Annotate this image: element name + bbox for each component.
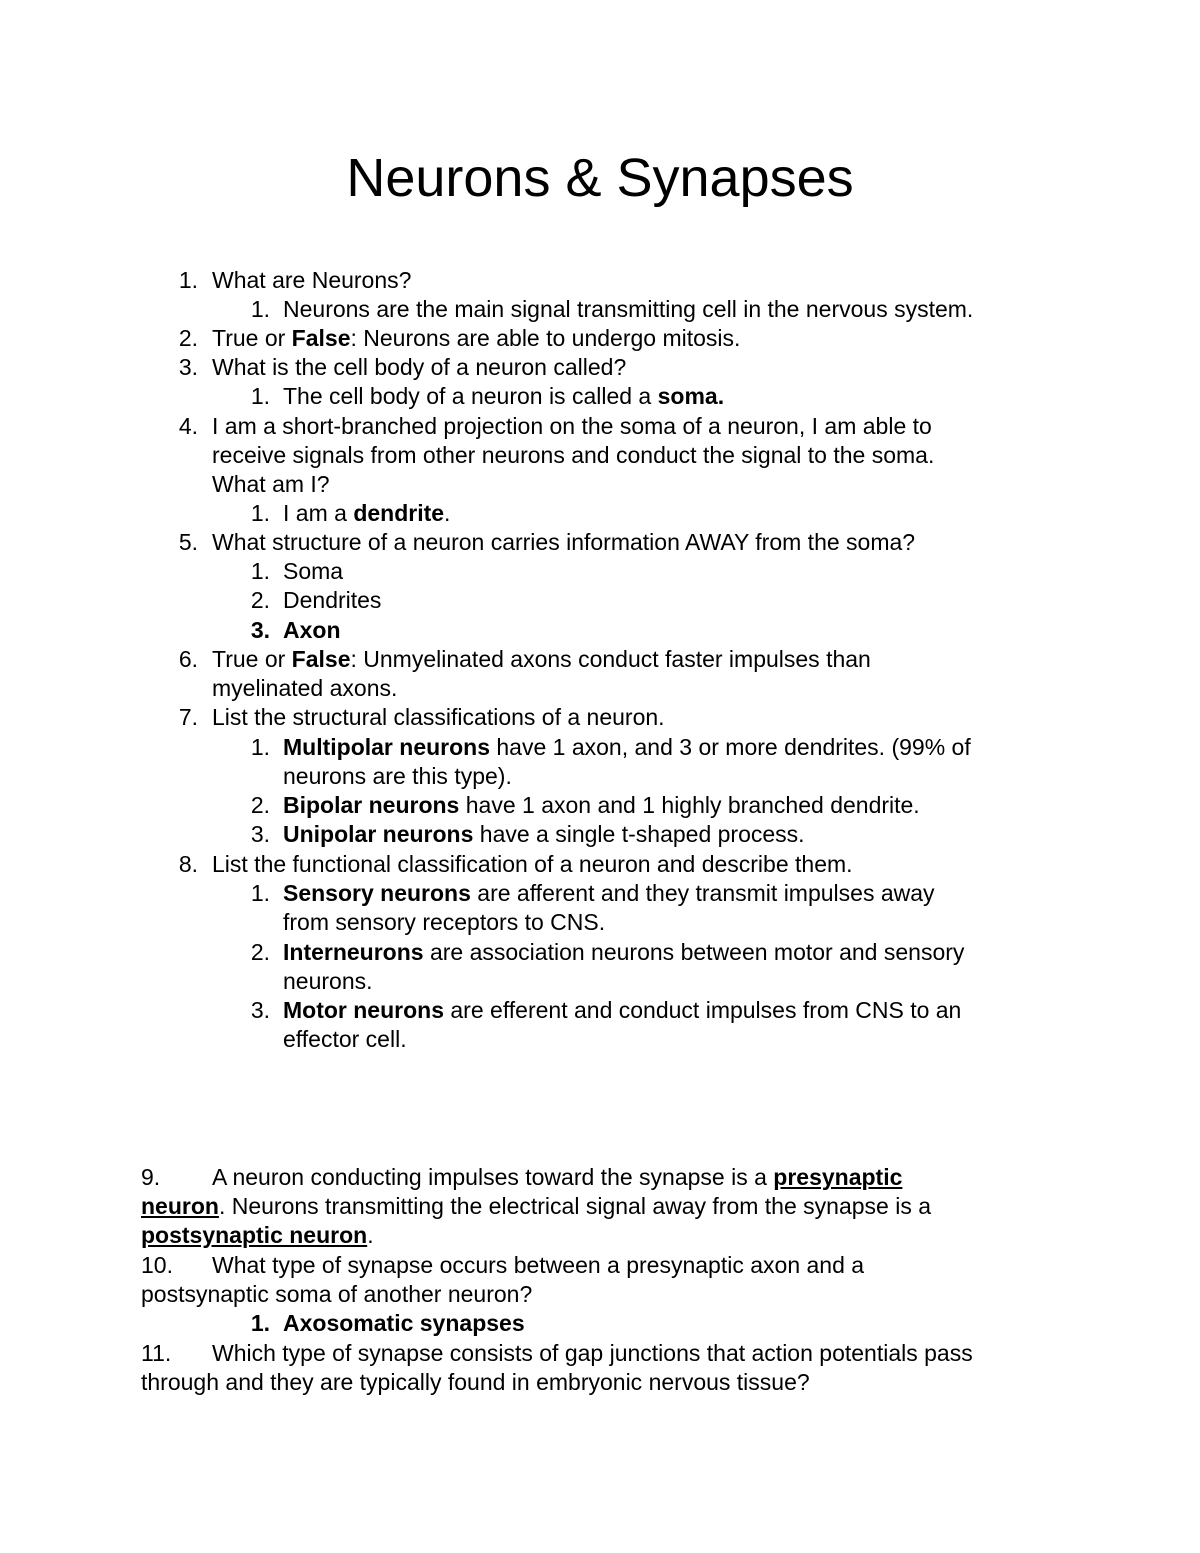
- q7-answer-1: [283, 733, 971, 762]
- q8-answer-3-post: are efferent and conduct impulses from CNS to an: [444, 997, 962, 1023]
- page-title: Neurons & Synapses: [346, 148, 854, 208]
- q6-pre: True or: [212, 646, 292, 672]
- q8-answer-2: [283, 938, 964, 967]
- q8-answer-2-line-2: neurons.: [283, 968, 373, 994]
- q5-option-1-number: 1.: [250, 558, 270, 584]
- q4-line-1: I am a short-branched projection on the soma of a neuron, I am able to: [212, 413, 932, 439]
- q8-answer-3-number: 3.: [250, 997, 270, 1023]
- q3-answer-pre: The cell body of a neuron is called a: [283, 383, 658, 409]
- q2-post: : Neurons are able to undergo mitosis.: [350, 325, 741, 351]
- q7-answer-1-line-2: neurons are this type).: [283, 763, 512, 789]
- q8-answer-3-line-2: effector cell.: [283, 1026, 407, 1052]
- q8-answer-2-bold: Interneurons: [283, 939, 424, 965]
- q8-answer-1-line-2: from sensory receptors to CNS.: [283, 909, 606, 935]
- q9-term-postsynaptic-neuron: postsynaptic neuron: [141, 1222, 368, 1248]
- q4-answer-text: [283, 499, 450, 528]
- q6-post: : Unmyelinated axons conduct faster impulses than: [350, 646, 871, 672]
- q4-number: 4.: [178, 413, 198, 439]
- q4-answer-pre: I am a: [283, 500, 354, 526]
- q7-answer-3-bold: Unipolar neurons: [283, 821, 474, 847]
- q8-answer-1-bold: Sensory neurons: [283, 880, 471, 906]
- q7-text: List the structural classifications of a neuron.: [212, 704, 665, 730]
- q9-pre: A neuron conducting impulses toward the synapse is a: [212, 1164, 774, 1190]
- q1-text: What are Neurons?: [212, 267, 412, 293]
- q4-answer-number: 1.: [250, 500, 270, 526]
- q5-text: What structure of a neuron carries information AWAY from the soma?: [212, 529, 916, 555]
- q11-line-2: through and they are typically found in embryonic nervous tissue?: [141, 1369, 810, 1395]
- q7-answer-1-number: 1.: [250, 734, 270, 760]
- q6-line-2: myelinated axons.: [212, 675, 398, 701]
- q7-answer-2-number: 2.: [250, 792, 270, 818]
- q11-line-1: Which type of synapse consists of gap junctions that action potentials pass: [212, 1340, 973, 1366]
- q9-number: 9.: [141, 1164, 161, 1190]
- q1-answer-number: 1.: [250, 296, 270, 322]
- q8-answer-1-post: are afferent and they transmit impulses away: [470, 880, 935, 906]
- q9-term-neuron: neuron: [141, 1193, 219, 1219]
- q5-option-3-answer: Axon: [283, 617, 341, 643]
- q8-answer-3-bold: Motor neurons: [283, 997, 444, 1023]
- q10-number: 10.: [141, 1252, 173, 1278]
- q1-answer-text: Neurons are the main signal transmitting cell in the nervous system.: [283, 296, 974, 322]
- q6-answer-bold: False: [291, 646, 351, 672]
- q6-text: [212, 645, 871, 674]
- q2-number: 2.: [178, 325, 198, 351]
- q9-line-2: [141, 1192, 931, 1221]
- q2-text: [212, 324, 740, 353]
- q7-answer-2-post: have 1 axon and 1 highly branched dendrite.: [459, 792, 920, 818]
- q9-mid: . Neurons transmitting the electrical signal away from the synapse is a: [218, 1193, 931, 1219]
- q8-answer-1: [283, 879, 935, 908]
- q7-answer-3-number: 3.: [250, 821, 270, 847]
- q8-number: 8.: [178, 851, 198, 877]
- q5-option-2: Dendrites: [283, 587, 382, 613]
- q7-answer-2-bold: Bipolar neurons: [283, 792, 460, 818]
- q8-answer-2-post: are association neurons between motor and sensory: [423, 939, 965, 965]
- q2-pre: True or: [212, 325, 292, 351]
- q8-answer-1-number: 1.: [250, 880, 270, 906]
- q9-line-1: [212, 1163, 902, 1192]
- q9-line-3: [141, 1221, 374, 1250]
- q6-number: 6.: [178, 646, 198, 672]
- q9-post: .: [367, 1222, 374, 1248]
- q5-option-2-number: 2.: [250, 587, 270, 613]
- q7-answer-3: [283, 820, 805, 849]
- q7-answer-3-post: have a single t-shaped process.: [473, 821, 805, 847]
- q1-number: 1.: [178, 267, 198, 293]
- q7-answer-1-post: have 1 axon, and 3 or more dendrites. (99% of: [490, 734, 971, 760]
- q10-answer: Axosomatic synapses: [283, 1310, 525, 1336]
- q5-number: 5.: [178, 529, 198, 555]
- q10-line-1: What type of synapse occurs between a presynaptic axon and a: [212, 1252, 865, 1278]
- q4-line-2: receive signals from other neurons and conduct the signal to the soma.: [212, 442, 935, 468]
- q10-answer-number: 1.: [250, 1310, 270, 1336]
- q10-line-2: postsynaptic soma of another neuron?: [141, 1281, 533, 1307]
- q8-answer-2-number: 2.: [250, 939, 270, 965]
- q7-number: 7.: [178, 704, 198, 730]
- q7-answer-2: [283, 791, 920, 820]
- q3-answer-text: [283, 382, 724, 411]
- q5-option-1: Soma: [283, 558, 344, 584]
- q8-answer-3: [283, 996, 961, 1025]
- q11-number: 11.: [141, 1340, 172, 1366]
- q3-number: 3.: [178, 354, 198, 380]
- q3-answer-bold: soma.: [657, 383, 725, 409]
- q9-term-presynaptic: presynaptic: [773, 1164, 903, 1190]
- q8-text: List the functional classification of a neuron and describe them.: [212, 851, 853, 877]
- q3-text: What is the cell body of a neuron called?: [212, 354, 627, 380]
- q3-answer-number: 1.: [250, 383, 270, 409]
- q2-answer-bold: False: [291, 325, 351, 351]
- q4-answer-bold: dendrite: [353, 500, 445, 526]
- q4-line-3: What am I?: [212, 471, 330, 497]
- q4-answer-post: .: [444, 500, 451, 526]
- q7-answer-1-bold: Multipolar neurons: [283, 734, 490, 760]
- q5-option-3-number: 3.: [250, 617, 270, 643]
